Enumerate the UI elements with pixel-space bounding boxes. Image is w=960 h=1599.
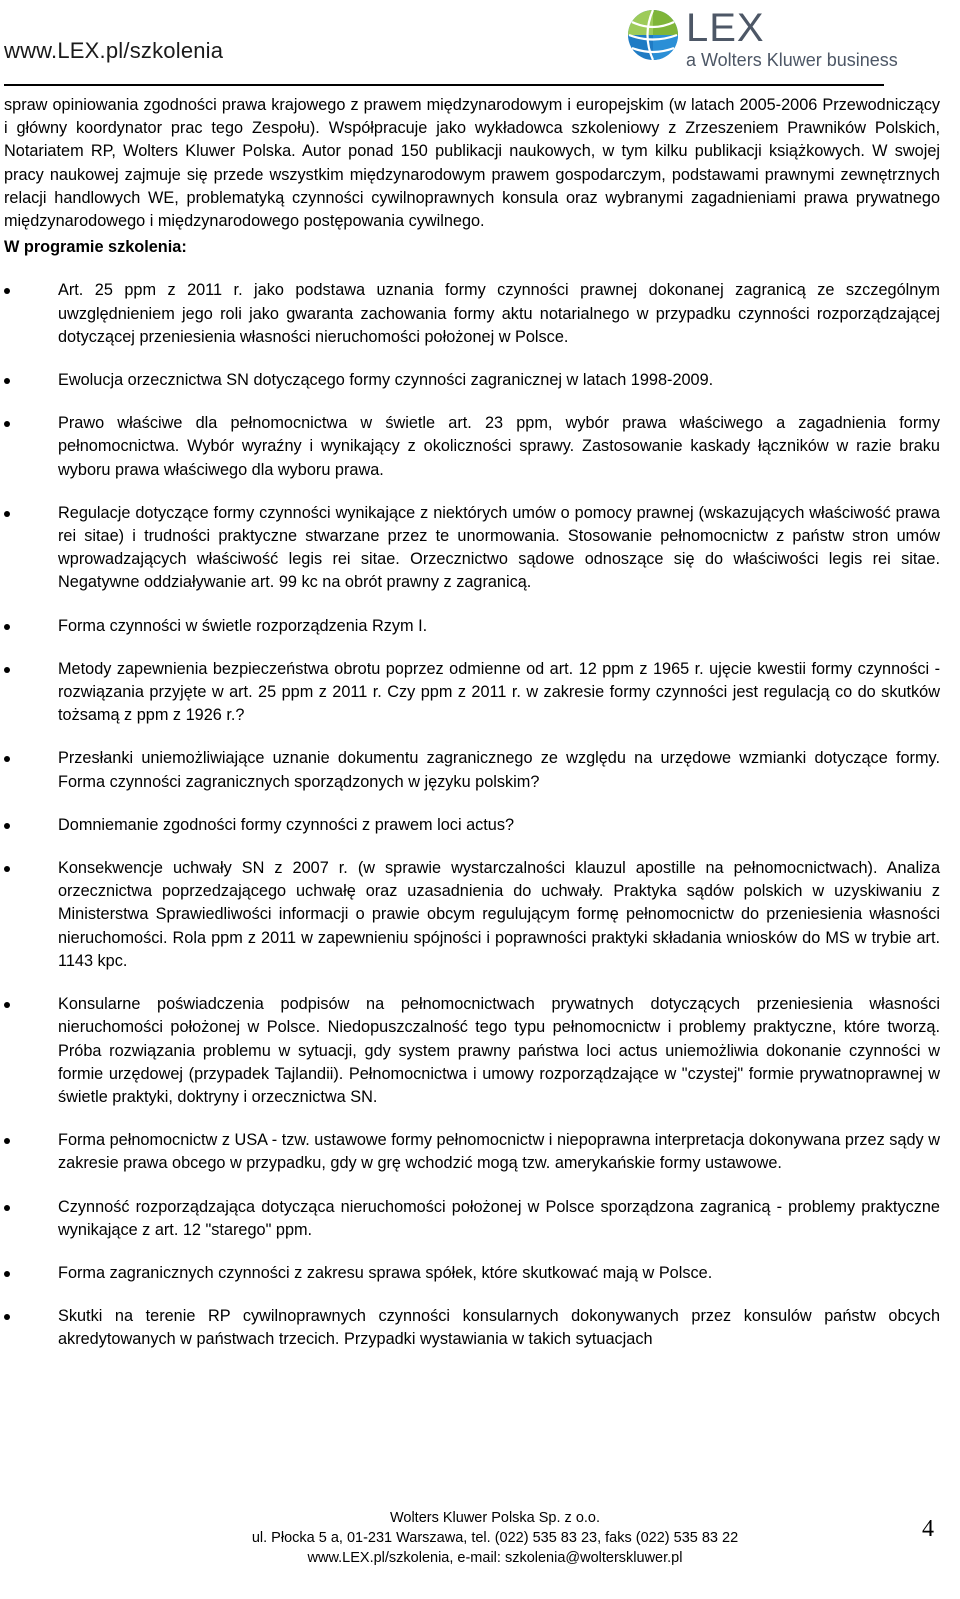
page-header — [0, 0, 960, 90]
program-list-item — [4, 814, 940, 837]
bullet-icon — [4, 1314, 10, 1320]
bullet-icon — [4, 1138, 10, 1144]
program-list-item — [4, 502, 940, 595]
program-list-item — [4, 747, 940, 793]
bullet-icon — [4, 288, 10, 294]
program-item-text: Przesłanki uniemożliwiające uznanie dokumentu zagranicznego ze względu na urzędowe wzmianki dotyczące formy. Forma czynności zagranicznych sporządzonych w języku polskim? — [58, 749, 940, 791]
program-list — [4, 279, 940, 1351]
site-url[interactable]: www.LEX.pl/szkolenia — [4, 38, 224, 63]
program-item-text: Skutki na terenie RP cywilnoprawnych czynności konsularnych dokonywanych przez konsulów państw obcych akredytowanych w państwach trzecich. Przypadki wystawiania w takich sytuacjach — [58, 1307, 940, 1349]
bullet-icon — [4, 378, 10, 384]
footer-contact[interactable]: www.LEX.pl/szkolenia, e-mail: szkolenia@wolterskluwer.pl — [307, 1550, 683, 1566]
bullet-icon — [4, 624, 10, 630]
program-item-text: Regulacje dotyczące formy czynności wynikające z niektórych umów o pomocy prawnej (wskazujących właściwość prawa rei sitae) i trudności praktyczne stwarzane przez te unormowania. Stosowanie pełnomocnictw z państw stron umów wprowadzających właściwość legis rei sitae. Orzecznictwo sądowe odnoszące się do właściwości legis rei sitae. Negatywne oddziaływanie art. 99 kc na obrót prawny z zagranicą. — [58, 503, 940, 592]
document-body — [4, 94, 940, 1372]
logo-tagline: a Wolters Kluwer business — [686, 50, 898, 70]
program-item-text: Forma zagranicznych czynności z zakresu sprawa spółek, które skutkować mają w Polsce. — [58, 1263, 713, 1282]
logo-wordmark: LEX — [686, 6, 765, 50]
program-list-item — [4, 412, 940, 482]
program-item-text: Forma pełnomocnictw z USA - tzw. ustawowe formy pełnomocnictw i niepoprawna interpretacja dokonywana przez sądy w zakresie prawa obcego w przypadku, gdy w grę wchodzić mogą tzw. amerykańskie formy ustawowe. — [58, 1131, 940, 1173]
bullet-icon — [4, 421, 10, 427]
header-divider — [4, 84, 884, 86]
bullet-icon — [4, 1205, 10, 1211]
program-item-text: Konsekwencje uchwały SN z 2007 r. (w sprawie wystarczalności klauzul apostille na pełnomocnictwach). Analiza orzecznictwa poprzedzającego uchwałę oraz uzasadnienia do uchwały. Praktyka sądów polskich w uzyskiwaniu z Ministerstwa Sprawiedliwości informacji o prawie obcym regulującym formę pełnomocnictw do przeniesienia własności nieruchomości. Rola ppm z 2011 w zapewnieniu spójności i poprawności praktyki składania wniosków do MS w trybie art. 1143 kpc. — [58, 859, 940, 970]
program-item-text: Prawo właściwe dla pełnomocnictwa w świetle art. 23 ppm, wybór prawa właściwego a zagadnienia formy pełnomocnictwa. Wybór wyraźny i wynikający z okoliczności sprawy. Zastosowanie kaskady łączników w razie braku wyboru prawa właściwego dla wyboru prawa. — [58, 414, 940, 479]
program-item-text: Ewolucja orzecznictwa SN dotyczącego formy czynności zagranicznej w latach 1998-2009. — [58, 371, 714, 390]
bullet-icon — [4, 823, 10, 829]
program-list-item — [4, 658, 940, 728]
program-item-text: Metody zapewnienia bezpieczeństwa obrotu poprzez odmienne od art. 12 ppm z 1965 r. ujęcie kwestii formy czynności - rozwiązania przyjęte w art. 25 ppm z 2011 r. Czy ppm z 2011 r. w zakresie formy czynności jest regulacją co do skutków tożsamą z ppm z 1926 r.? — [58, 659, 940, 725]
program-list-item — [4, 1305, 940, 1351]
bullet-icon — [4, 1271, 10, 1277]
program-item-text: Forma czynności w świetle rozporządzenia Rzym I. — [58, 616, 428, 635]
lex-logo — [622, 4, 912, 78]
program-list-item — [4, 1196, 940, 1242]
page-number: 4 — [922, 1516, 934, 1542]
program-item-text: Art. 25 ppm z 2011 r. jako podstawa uznania formy czynności prawnej dokonanej zagranicą ze szczególnym uwzględnieniem jego roli jako gwaranta zachowania formy aktu notarialnego w przypadku czynności rozporządzającej dotyczącej przeniesienia własności nieruchomości położonej w Polsce. — [58, 281, 940, 346]
bullet-icon — [4, 866, 10, 872]
bullet-icon — [4, 756, 10, 762]
trainer-bio-paragraph: spraw opiniowania zgodności prawa krajowego z prawem międzynarodowym i europejskim (w latach 2005-2006 Przewodniczący i główny koordynator prac tego Zespołu). Współpracuje jako wykładowca szkoleniowy z Zrzeszeniem Prawników Polskich, Notariatem RP, Wolters Kluwer Polska. Autor ponad 150 publikacji naukowych, w tym kilku publikacji książkowych. W swojej pracy naukowej zajmuje się przede wszystkim międzynarodowym prawem gospodarczym, podstawami prawnymi zewnętrznych relacji handlowych WE, problematyką czynności cywilnoprawnych konsula oraz wybranymi zagadnieniami prawa prywatnego międzynarodowego i międzynarodowego postępowania cywilnego. — [4, 96, 940, 231]
program-list-item — [4, 615, 940, 638]
program-item-text: Czynność rozporządzająca dotycząca nieruchomości położonej w Polsce sporządzona zagranicą - problemy praktyczne wynikające z art. 12 "starego" ppm. — [58, 1197, 940, 1239]
program-list-item — [4, 369, 940, 392]
bullet-icon — [4, 511, 10, 517]
globe-icon — [626, 8, 680, 62]
program-list-item — [4, 279, 940, 349]
program-item-text: Konsularne poświadczenia podpisów na pełnomocnictwach prywatnych dotyczących przeniesienia własności nieruchomości położonej w Polsce. Niedopuszczalność tego typu pełnomocnictw i problemy praktyczne, które tworzą. Próba rozwiązania problemu w sytuacji, gdy system prawny państwa loci actus uniemożliwia dokonanie czynności w formie urzędowej (przypadek Tajlandii). Pełnomocnictwa i umowy rozporządzające w "czystej" formie prywatnoprawnej w świetle praktyki, doktryny i orzecznictwa SN. — [58, 995, 940, 1106]
program-list-item — [4, 857, 940, 973]
program-item-text: Domniemanie zgodności formy czynności z prawem loci actus? — [58, 815, 515, 834]
page-footer — [0, 1508, 960, 1599]
program-list-item — [4, 993, 940, 1109]
bullet-icon — [4, 1002, 10, 1008]
footer-address: ul. Płocka 5 a, 01-231 Warszawa, tel. (022) 535 83 23, faks (022) 535 83 22 — [251, 1530, 739, 1546]
bullet-icon — [4, 667, 10, 673]
program-heading: W programie szkolenia: — [4, 238, 187, 257]
program-list-item — [4, 1129, 940, 1175]
program-list-item — [4, 1262, 940, 1285]
footer-company: Wolters Kluwer Polska Sp. z o.o. — [389, 1510, 601, 1526]
